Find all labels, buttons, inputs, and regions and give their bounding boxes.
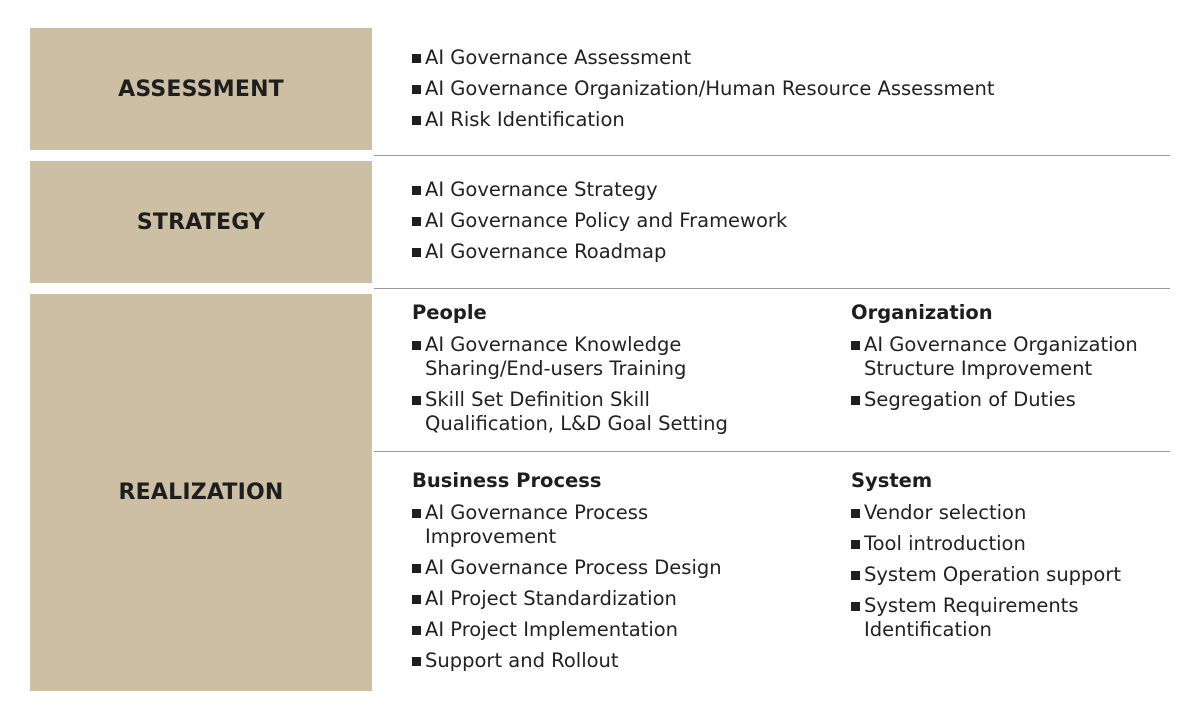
list-item: AI Governance Assessment [412, 46, 1152, 70]
square-bullet-icon [851, 509, 860, 518]
square-bullet-icon [412, 509, 421, 518]
square-bullet-icon [851, 571, 860, 580]
square-bullet-icon [412, 396, 421, 405]
square-bullet-icon [851, 540, 860, 549]
divider-strategy [374, 288, 1170, 289]
square-bullet-icon [412, 341, 421, 350]
business-process-list [412, 501, 742, 680]
list-item: AI Risk Identification [412, 108, 1152, 132]
organization-list [851, 333, 1171, 419]
list-item: Support and Rollout [412, 649, 742, 673]
people-heading: People [412, 301, 487, 324]
square-bullet-icon [412, 217, 421, 226]
people-list [412, 333, 742, 443]
list-item: AI Project Implementation [412, 618, 742, 642]
list-item: AI Governance Knowledge Sharing/End-users Training [412, 333, 742, 381]
square-bullet-icon [412, 186, 421, 195]
organization-heading: Organization [851, 301, 993, 324]
business-process-heading: Business Process [412, 469, 602, 492]
square-bullet-icon [412, 564, 421, 573]
list-item: AI Governance Roadmap [412, 240, 1152, 264]
list-item: System Requirements Identification [851, 594, 1171, 642]
realization-label: REALIZATION [30, 294, 372, 691]
square-bullet-icon [412, 116, 421, 125]
list-item: AI Governance Policy and Framework [412, 209, 1152, 233]
system-heading: System [851, 469, 933, 492]
assessment-label: ASSESSMENT [30, 28, 372, 150]
list-item: AI Governance Process Design [412, 556, 742, 580]
strategy-list [412, 178, 1152, 271]
assessment-list [412, 46, 1152, 139]
strategy-label: STRATEGY [30, 161, 372, 283]
divider-realization-rows [374, 451, 1170, 452]
list-item: AI Project Standardization [412, 587, 742, 611]
square-bullet-icon [412, 85, 421, 94]
list-item: Skill Set Definition Skill Qualification, L&D Goal Setting [412, 388, 742, 436]
list-item: AI Governance Organization/Human Resource Assessment [412, 77, 1152, 101]
square-bullet-icon [851, 341, 860, 350]
list-item: AI Governance Process Improvement [412, 501, 742, 549]
divider-assessment [374, 155, 1170, 156]
square-bullet-icon [412, 657, 421, 666]
system-list [851, 501, 1171, 649]
list-item: System Operation support [851, 563, 1171, 587]
list-item: Vendor selection [851, 501, 1171, 525]
square-bullet-icon [412, 595, 421, 604]
list-item: Tool introduction [851, 532, 1171, 556]
square-bullet-icon [851, 602, 860, 611]
square-bullet-icon [412, 248, 421, 257]
square-bullet-icon [412, 626, 421, 635]
list-item: AI Governance Strategy [412, 178, 1152, 202]
list-item: AI Governance Organization Structure Improvement [851, 333, 1171, 381]
square-bullet-icon [851, 396, 860, 405]
list-item: Segregation of Duties [851, 388, 1171, 412]
square-bullet-icon [412, 54, 421, 63]
